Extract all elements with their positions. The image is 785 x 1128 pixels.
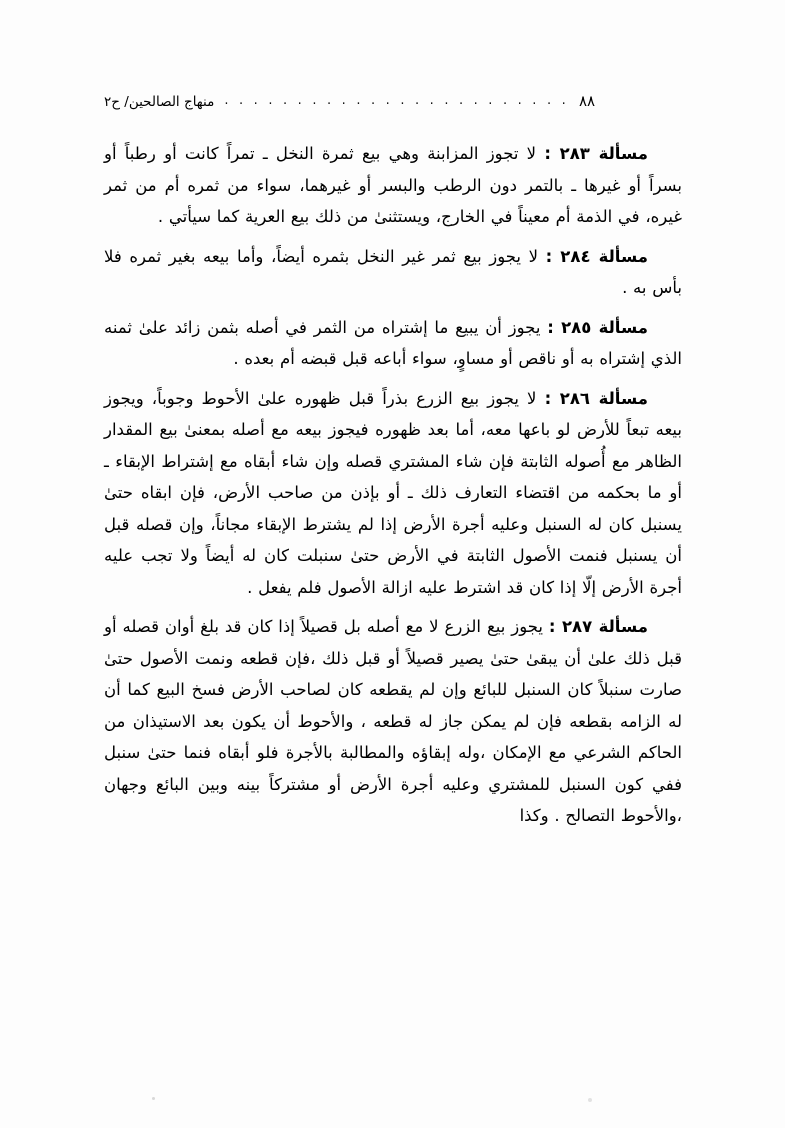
header-book-title: منهاج الصالحين/ ح٢ (104, 94, 215, 110)
issue-label-286: مسألة ٢٨٦ : (544, 388, 649, 408)
issue-text-285: يجوز أن يبيع ما إشتراه من الثمر في أصله بثمن زائد علىٰ ثمنه الذي إشتراه به أو ناقص أو مساوٍ، سواء أباعه قبل قبضه أم بعده . (104, 317, 682, 368)
paragraph-283 (104, 138, 682, 233)
footer-speck-right (588, 1098, 592, 1102)
paragraph-286 (104, 383, 682, 604)
page-body (104, 138, 682, 840)
footer-speck-left (152, 1097, 155, 1100)
issue-text-287: يجوز بيع الزرع لا مع أصله بل قصيلاً إذا كان قد بلغ أوان قصله أو قبل ذلك علىٰ أن يبقىٰ حتىٰ يصير قصيلاً أو قبل ذلك ،فإن قطعه ونمت الأصول حتىٰ صارت سنبلاً كان السنبل للبائع وإن لم يقطعه كان لصاحب الأرض فسخ البيع كما أن له الزامه بقطعه فإن لم يمكن جاز له قطعه ، والأحوط أن يكون بعد الاستيذان من الحاكم الشرعي مع الإمكان ،وله إبقاؤه والمطالبة بالأجرة فلو أبقاه فنما حتىٰ سنبل ففي كون السنبل للمشتري وعليه أجرة الأرض أو مشتركاً بينه وبين البائع وجهان ،والأحوط التصالح . وكذا (104, 617, 682, 825)
issue-label-287: مسألة ٢٨٧ : (548, 617, 649, 636)
issue-text-286: لا يجوز بيع الزرع بذراً قبل ظهوره علىٰ الأحوط وجوباً، ويجوز بيعه تبعاً للأرض لو باعها معه، أما بعد ظهوره فيجوز بيعه مع أصله بمعنىٰ بيع المقدار الظاهر مع أُصوله الثابتة فإن شاء المشتري قصله وإن شاء أبقاه مع إشتراط الإبقاء ـ أو ما بحكمه من اقتضاء التعارف ذلك ـ أو بإذن من صاحب الأرض، فإن ابقاه حتىٰ يسنبل كان له السنبل وعليه أجرة الأرض إذا لم يشترط الإبقاء مجاناً، وإن قصله قبل أن يسنبل فنمت الأصول الثابتة في الأرض حتىٰ سنبلت كان له أيضاً ولا تجب عليه أجرة الأرض إلّا إذا كان قد اشترط عليه ازالة الأصول فلم يفعل . (104, 388, 682, 597)
page-header (104, 92, 681, 118)
paragraph-284 (104, 241, 682, 304)
page-number: ٨٨ (578, 92, 596, 110)
issue-text-284: لا يجوز بيع ثمر غير النخل بثمره أيضاً، وأما بيعه بغير ثمره فلا بأس به . (104, 246, 682, 297)
paragraph-287 (104, 611, 682, 832)
issue-label-285: مسألة ٢٨٥ : (547, 317, 648, 337)
header-dot-leader: . . . . . . . . . . . . . . . . . . . . . . . . (224, 93, 569, 108)
issue-text-283: لا تجوز المزابنة وهي بيع ثمرة النخل ـ تمراً كانت أو رطباً أو بسراً أو غيرها ـ بالتمر دون الرطب والبسر أو غيرهما، سواء من ثمره أم من ثمر غيره، في الذمة أم معيناً في الخارج، ويستثنىٰ من ذلك بيع العرية كما سيأتي . (104, 144, 682, 226)
issue-label-284: مسألة ٢٨٤ : (545, 246, 649, 266)
issue-label-283: مسألة ٢٨٣ : (544, 144, 648, 163)
paragraph-285 (104, 312, 682, 375)
